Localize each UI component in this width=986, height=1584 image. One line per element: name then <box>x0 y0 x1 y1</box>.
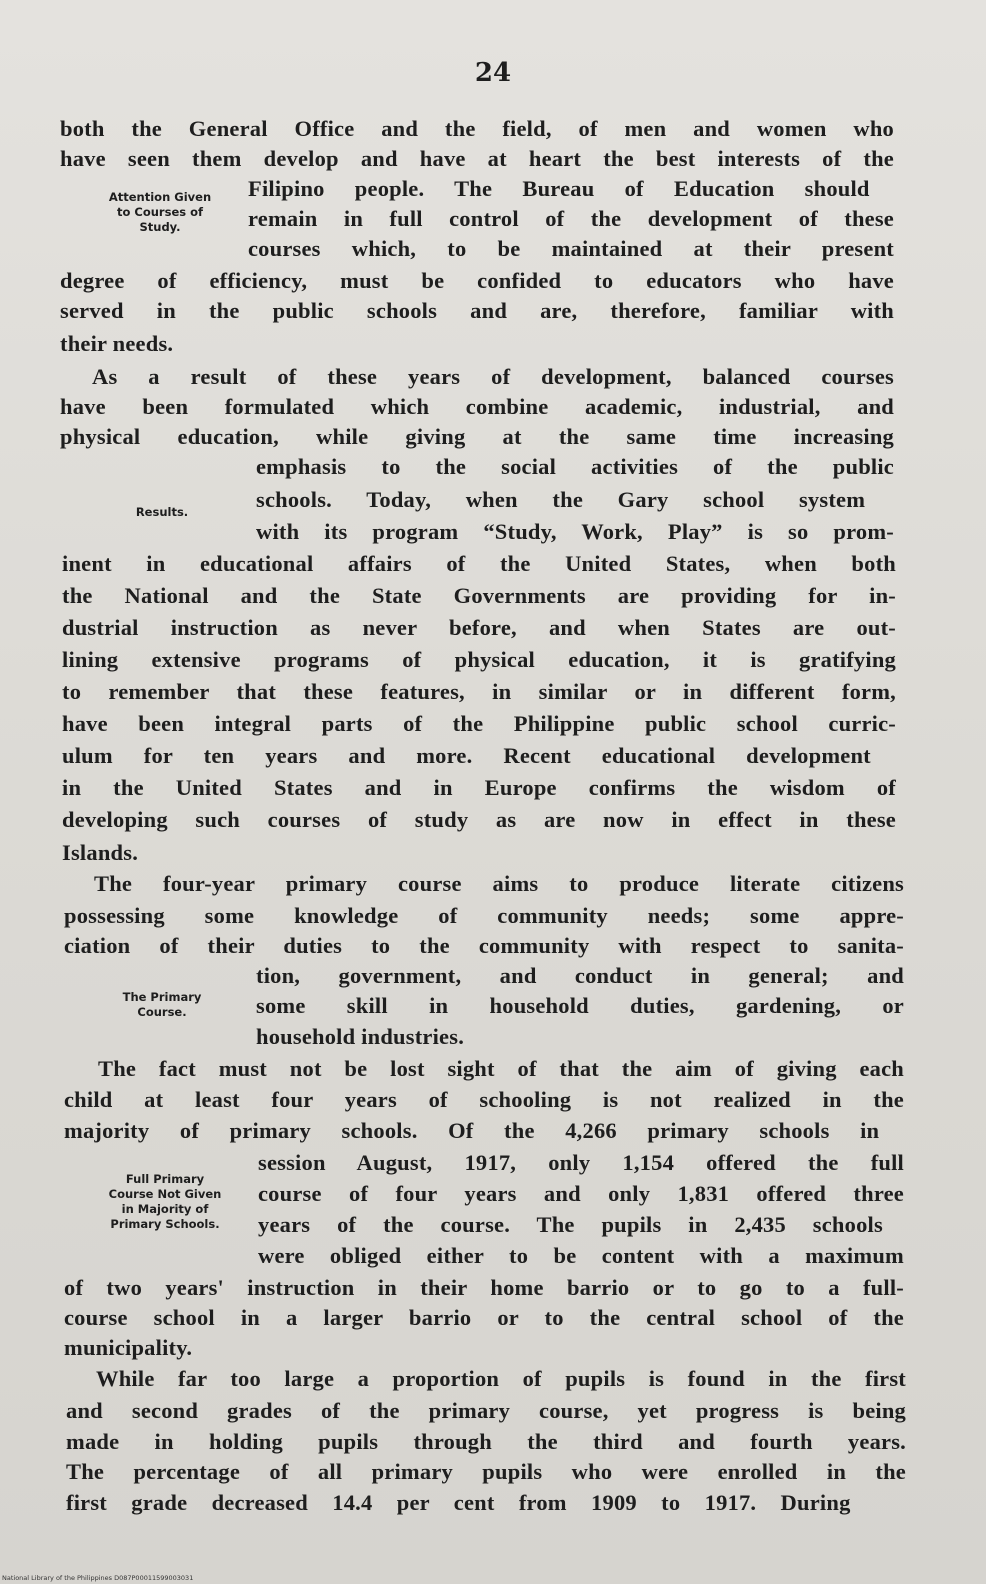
footer-credit: National Library of the Philippines D087P00011599003031 <box>2 1574 194 1582</box>
margin-note-line: The Primary <box>122 990 202 1004</box>
text-line: Filipino people. The Bureau of Education should <box>248 176 870 201</box>
text-line: The four-year primary course aims to produce literate citizens <box>94 871 904 896</box>
margin-note-line: Results. <box>135 505 189 519</box>
margin-note-line: Attention Given <box>108 190 212 204</box>
margin-note-line: in Majority of <box>121 1201 209 1216</box>
text-line: in the United States and in Europe confirms the wisdom of <box>62 775 896 800</box>
text-line: were obliged either to be content with a maximum <box>258 1243 904 1268</box>
text-line: Islands. <box>62 840 139 865</box>
text-line: years of the course. The pupils in 2,435 schools <box>258 1212 883 1237</box>
text-line: ulum for ten years and more. Recent educational development <box>62 743 871 768</box>
text-line: served in the public schools and are, therefore, familiar with <box>60 298 894 323</box>
text-line: emphasis to the social activities of the public <box>256 454 894 479</box>
text-line: course of four years and only 1,831 offered three <box>258 1181 904 1206</box>
page-number: 24 <box>474 58 512 88</box>
text-line: have seen them develop and have at heart the best interests of the <box>60 146 894 171</box>
text-line: schools. Today, when the Gary school system <box>256 487 866 512</box>
margin-note <box>109 1172 222 1232</box>
text-line: made in holding pupils through the third and fourth years. <box>66 1429 906 1454</box>
margin-note <box>136 505 188 520</box>
margin-note-line: Full Primary <box>125 1172 205 1186</box>
text-line: ciation of their duties to the community with respect to sanita- <box>64 933 904 958</box>
text-line: their needs. <box>60 331 174 356</box>
text-line: developing such courses of study as are now in effect in these <box>62 807 896 832</box>
text-line: As a result of these years of development, balanced courses <box>92 364 894 389</box>
text-line: have been formulated which combine academic, industrial, and <box>60 394 894 419</box>
text-line: and second grades of the primary course, yet progress is being <box>66 1398 906 1423</box>
margin-note-line: Primary Schools. <box>110 1216 220 1231</box>
text-line: remain in full control of the development of these <box>248 206 894 231</box>
text-line: degree of efficiency, must be confided to educators who have <box>60 268 894 293</box>
text-line: both the General Office and the field, of men and women who <box>60 116 894 141</box>
text-line: dustrial instruction as never before, and when States are out- <box>62 615 896 640</box>
text-line: course school in a larger barrio or to the central school of the <box>64 1305 904 1330</box>
margin-note <box>123 990 202 1020</box>
text-line: possessing some knowledge of community needs; some appre- <box>64 903 904 928</box>
margin-note-line: Study. <box>139 219 181 234</box>
text-line: household industries. <box>256 1024 465 1049</box>
margin-note-line: Course Not Given <box>108 1186 222 1201</box>
margin-note-line: Course. <box>137 1004 187 1019</box>
text-line: municipality. <box>64 1335 193 1360</box>
text-line: physical education, while giving at the same time increasing <box>60 424 894 449</box>
text-line: with its program “Study, Work, Play” is so prom- <box>256 519 894 544</box>
text-line: The percentage of all primary pupils who were enrolled in the <box>66 1459 906 1484</box>
text-line: some skill in household duties, gardening, or <box>256 993 904 1018</box>
text-line: While far too large a proportion of pupils is found in the first <box>96 1366 906 1391</box>
margin-note-line: to Courses of <box>117 204 203 219</box>
text-line: child at least four years of schooling is not realized in the <box>64 1087 904 1112</box>
margin-note <box>109 190 211 235</box>
text-line: The fact must not be lost sight of that the aim of giving each <box>98 1056 904 1081</box>
text-line: first grade decreased 14.4 per cent from 1909 to 1917. During <box>66 1490 851 1515</box>
text-line: session August, 1917, only 1,154 offered the full <box>258 1150 904 1175</box>
text-line: courses which, to be maintained at their present <box>248 236 894 261</box>
text-line: majority of primary schools. Of the 4,266 primary schools in <box>64 1118 880 1143</box>
text-line: to remember that these features, in similar or in different form, <box>62 679 896 704</box>
text-line: tion, government, and conduct in general; and <box>256 963 904 988</box>
text-line: have been integral parts of the Philippine public school curric- <box>62 711 896 736</box>
text-line: lining extensive programs of physical education, it is gratifying <box>62 647 896 672</box>
text-line: inent in educational affairs of the United States, when both <box>62 551 896 576</box>
text-line: of two years' instruction in their home barrio or to go to a full- <box>64 1275 904 1300</box>
text-line: the National and the State Governments are providing for in- <box>62 583 896 608</box>
